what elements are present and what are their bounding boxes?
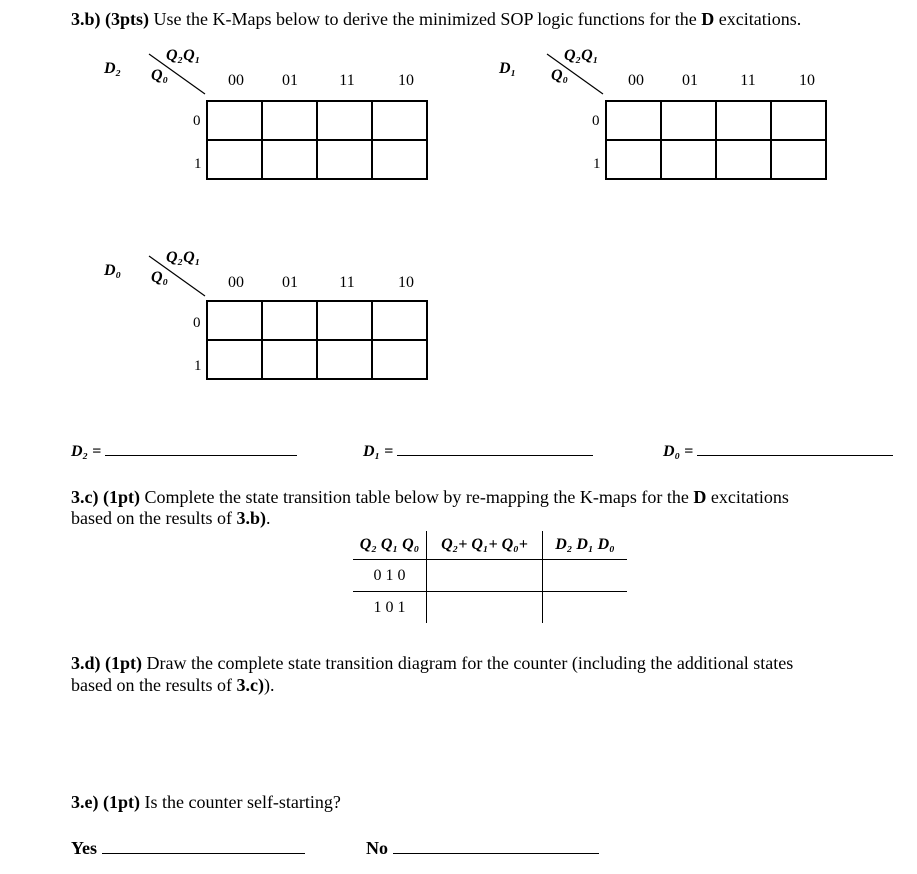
question-3c-text: Complete the state transition table below by re-mapping the K-maps for the [144, 487, 689, 507]
kmap-d2-label: D₂ [104, 60, 122, 77]
kmap-d0-row-0: 0 [193, 315, 201, 331]
table-cell-next-state[interactable] [427, 592, 543, 624]
table-cell-current-state: 0 1 0 [353, 560, 427, 592]
answer-d1-label: D₁ = [363, 443, 394, 460]
table-header-current-state: Q₂ Q₁ Q₀ [353, 531, 427, 560]
kmap-d1-col-11: 11 [740, 72, 756, 89]
table-cell-next-state[interactable] [427, 560, 543, 592]
question-3d-ref: 3.c) [236, 675, 264, 695]
kmap-d1-cell[interactable] [606, 101, 661, 140]
state-transition-table [353, 531, 627, 623]
kmap-d0-cell[interactable] [317, 301, 372, 340]
answer-d0-label: D₀ = [663, 443, 694, 460]
kmap-d2-col-11: 11 [339, 72, 355, 89]
question-3e-number: 3.e) (1pt) [71, 792, 140, 812]
question-3d [71, 653, 793, 673]
kmap-d1-cell[interactable] [716, 140, 771, 179]
question-3c-bold-d: D [693, 487, 707, 507]
answer-d0 [663, 441, 893, 461]
question-3c [71, 487, 789, 507]
question-3c-number: 3.c) (1pt) [71, 487, 140, 507]
kmap-d1-label: D₁ [499, 60, 517, 77]
answer-d2 [71, 441, 297, 461]
answer-no [366, 838, 599, 858]
yes-blank[interactable] [102, 839, 305, 854]
question-3c-text-2: excitations [710, 487, 789, 507]
kmap-d0-var-top: Q₂Q₁ [166, 249, 201, 266]
answer-d0-blank[interactable] [697, 441, 893, 456]
kmap-d1-row-0: 0 [592, 113, 600, 129]
table-header-excitations: D₂ D₁ D₀ [543, 531, 628, 560]
answer-d2-label: D₂ = [71, 443, 102, 460]
kmap-d1-cell[interactable] [606, 140, 661, 179]
table-cell-excitations[interactable] [543, 560, 628, 592]
kmap-d1-cell[interactable] [771, 101, 826, 140]
kmap-d2-cell[interactable] [372, 140, 427, 179]
question-3d-line-2-text: based on the results of [71, 675, 232, 695]
kmap-d0-col-10: 10 [398, 274, 414, 291]
kmap-d2-col-00: 00 [228, 72, 244, 89]
kmap-d2-cell[interactable] [262, 140, 317, 179]
kmap-d2-var-side: Q₀ [151, 67, 169, 84]
kmap-d2-row-0: 0 [193, 113, 201, 129]
kmap-d0-cell[interactable] [262, 301, 317, 340]
answer-d1 [363, 441, 593, 461]
answer-d2-blank[interactable] [105, 441, 297, 456]
kmap-d1-col-00: 00 [628, 72, 644, 89]
no-label: No [366, 838, 388, 858]
question-3d-line-2 [71, 675, 274, 695]
question-3c-end: . [265, 508, 271, 528]
kmap-d2-cell[interactable] [207, 101, 262, 140]
kmap-d1-cell[interactable] [716, 101, 771, 140]
kmap-d0-col-01: 01 [282, 274, 298, 291]
yes-label: Yes [71, 838, 97, 858]
question-3c-line-2-text: based on the results of [71, 508, 232, 528]
kmap-d2-cell[interactable] [317, 140, 372, 179]
kmap-d0-cell[interactable] [372, 301, 427, 340]
kmap-d0-cell[interactable] [207, 340, 262, 379]
question-3e [71, 792, 341, 812]
kmap-d1-row-1: 1 [593, 156, 601, 172]
question-3c-line-2 [71, 508, 270, 528]
kmap-d1-cell[interactable] [661, 101, 716, 140]
kmap-d2-cell[interactable] [372, 101, 427, 140]
table-row [353, 560, 627, 592]
kmap-d0-row-1: 1 [194, 358, 202, 374]
kmap-d1-var-top: Q₂Q₁ [564, 47, 599, 64]
kmap-d2-cell[interactable] [207, 140, 262, 179]
no-blank[interactable] [393, 839, 599, 854]
question-3b-text: Use the K-Maps below to derive the minimized SOP logic functions for the [153, 9, 697, 29]
kmap-d1-cell[interactable] [771, 140, 826, 179]
kmap-d0-grid [206, 300, 428, 380]
question-3b [71, 9, 801, 29]
kmap-d2-cell[interactable] [317, 101, 372, 140]
kmap-d1-col-01: 01 [682, 72, 698, 89]
kmap-d0-col-11: 11 [339, 274, 355, 291]
kmap-d0-cell[interactable] [262, 340, 317, 379]
table-cell-current-state: 1 0 1 [373, 598, 406, 616]
table-row [353, 592, 627, 624]
kmap-d0-col-00: 00 [228, 274, 244, 291]
table-header-next-state: Q₂+ Q₁+ Q₀+ [427, 531, 543, 560]
kmap-d0-cell[interactable] [317, 340, 372, 379]
kmap-d1-grid [605, 100, 827, 180]
kmap-d0-cell[interactable] [207, 301, 262, 340]
kmap-d0-label: D₀ [104, 262, 122, 279]
question-3b-number: 3.b) (3pts) [71, 9, 150, 29]
answer-yes [71, 838, 305, 858]
kmap-d2-col-10: 10 [398, 72, 414, 89]
kmap-d0-var-side: Q₀ [151, 269, 169, 286]
kmap-d2-col-01: 01 [282, 72, 298, 89]
table-cell-excitations[interactable] [543, 592, 628, 624]
question-3c-ref: 3.b) [236, 508, 266, 528]
kmap-d0-cell[interactable] [372, 340, 427, 379]
answer-d1-blank[interactable] [397, 441, 593, 456]
question-3d-number: 3.d) (1pt) [71, 653, 142, 673]
table-header-row [353, 531, 627, 560]
kmap-d1-var-side: Q₀ [551, 67, 569, 84]
question-3b-bold-d: D [701, 9, 715, 29]
kmap-d1-col-10: 10 [799, 72, 815, 89]
question-3d-text: Draw the complete state transition diagram for the counter (including the additional states [146, 653, 794, 673]
question-3d-end: ). [263, 675, 275, 695]
kmap-d1-cell[interactable] [661, 140, 716, 179]
question-3e-text: Is the counter self-starting? [144, 792, 341, 812]
kmap-d2-var-top: Q₂Q₁ [166, 47, 201, 64]
kmap-d2-grid [206, 100, 428, 180]
kmap-d2-row-1: 1 [194, 156, 202, 172]
kmap-d2-cell[interactable] [262, 101, 317, 140]
question-3b-tail: excitations. [718, 9, 802, 29]
